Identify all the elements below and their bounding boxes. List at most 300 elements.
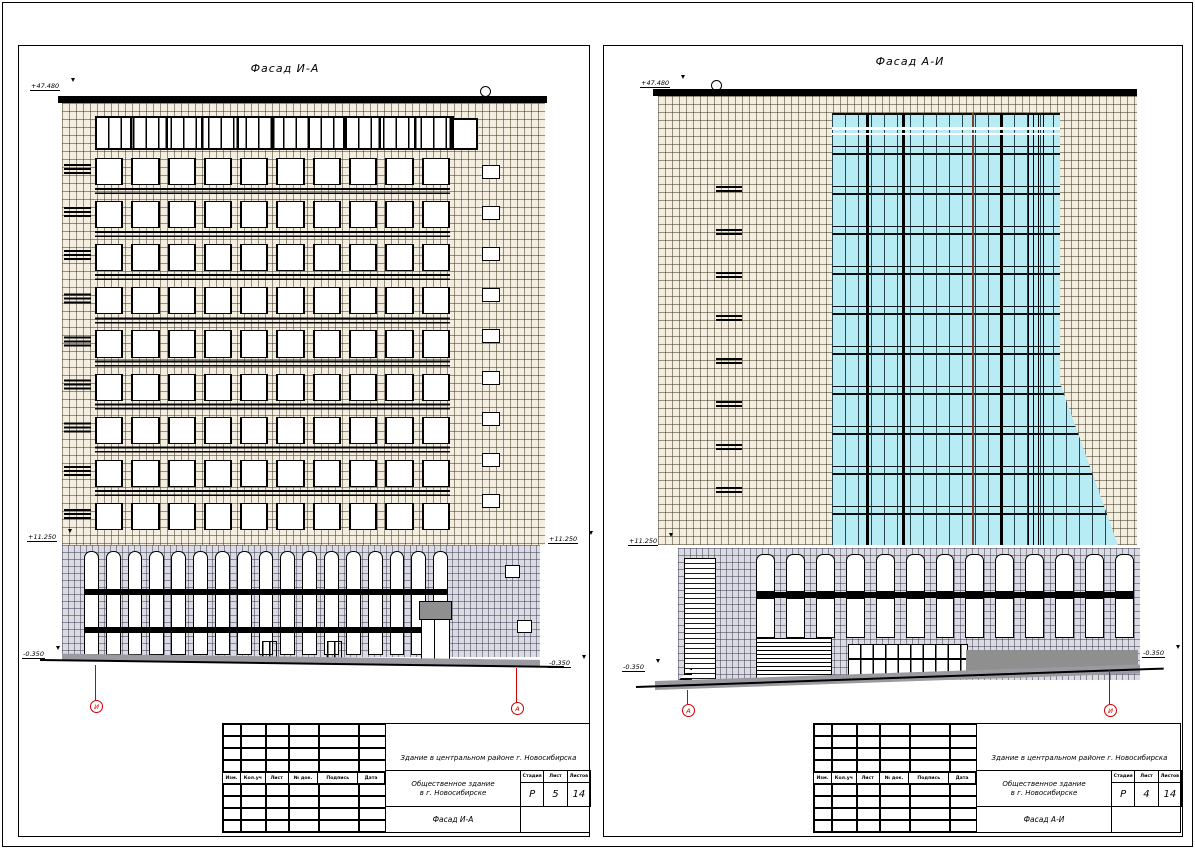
stamp-cell bbox=[857, 808, 880, 820]
stamp-cell bbox=[289, 724, 319, 736]
arched-window bbox=[193, 551, 208, 655]
window bbox=[313, 374, 341, 401]
window bbox=[349, 330, 377, 357]
axis-letter: И bbox=[1108, 706, 1113, 715]
arched-window bbox=[346, 551, 361, 655]
stamp-cell bbox=[223, 808, 241, 820]
stamp-cell bbox=[950, 748, 977, 760]
window bbox=[168, 417, 196, 444]
axis-marker bbox=[511, 702, 524, 715]
window bbox=[168, 158, 196, 185]
axis-marker bbox=[90, 700, 103, 713]
podium-window bbox=[1115, 598, 1134, 638]
window bbox=[276, 503, 304, 530]
arched-window bbox=[237, 551, 252, 655]
stamp-cell bbox=[266, 820, 289, 832]
col-izm: Изм. bbox=[223, 773, 241, 783]
stamp-cell bbox=[289, 784, 319, 796]
stamp-cell bbox=[832, 784, 857, 796]
podium-window bbox=[1055, 598, 1074, 638]
window bbox=[168, 201, 196, 228]
stamp-cell bbox=[223, 784, 241, 796]
mullion bbox=[1038, 113, 1039, 545]
window bbox=[276, 287, 304, 314]
sheet-value: 4 bbox=[1135, 783, 1158, 806]
window bbox=[422, 417, 450, 444]
arched-window bbox=[128, 551, 143, 655]
col-koluch: Кол.уч bbox=[241, 773, 266, 783]
window bbox=[95, 287, 123, 314]
window bbox=[313, 201, 341, 228]
window bbox=[131, 503, 159, 530]
stamp-cell bbox=[880, 736, 910, 748]
window bbox=[204, 503, 232, 530]
transom-band bbox=[832, 133, 1060, 135]
arched-window bbox=[1085, 554, 1104, 592]
small-window bbox=[482, 247, 500, 261]
axis-marker bbox=[1104, 704, 1117, 717]
window bbox=[240, 158, 268, 185]
window bbox=[349, 201, 377, 228]
window bbox=[349, 244, 377, 271]
window bbox=[385, 374, 413, 401]
window bbox=[95, 417, 123, 444]
window bbox=[276, 460, 304, 487]
revision-header bbox=[814, 772, 976, 784]
stamp-cell bbox=[319, 784, 359, 796]
object-name bbox=[977, 771, 1112, 806]
stamp-cell bbox=[880, 760, 910, 772]
stamp-cell bbox=[241, 820, 266, 832]
stamp-cell bbox=[832, 820, 857, 832]
stamp-cell bbox=[319, 796, 359, 808]
window bbox=[204, 417, 232, 444]
stamp-cell bbox=[910, 796, 950, 808]
window bbox=[95, 460, 123, 487]
stamp-cell bbox=[241, 796, 266, 808]
stamp-cell bbox=[880, 784, 910, 796]
axis-letter: А bbox=[686, 706, 691, 715]
stamp-cell bbox=[880, 796, 910, 808]
mullion bbox=[1000, 113, 1003, 545]
entrance-header bbox=[419, 601, 452, 620]
small-window-column bbox=[482, 160, 500, 530]
colonnade bbox=[84, 551, 448, 655]
window bbox=[385, 417, 413, 444]
arched-window bbox=[786, 554, 805, 592]
stamp-cell bbox=[814, 748, 832, 760]
stamp-cell bbox=[241, 748, 266, 760]
window bbox=[240, 201, 268, 228]
object-line2: в г. Новосибирске bbox=[1010, 788, 1078, 797]
window bbox=[168, 460, 196, 487]
elevation-mark: +11.250 bbox=[27, 534, 72, 542]
window bbox=[240, 244, 268, 271]
arched-window bbox=[215, 551, 230, 655]
stamp-cell bbox=[289, 796, 319, 808]
arched-window bbox=[876, 554, 895, 592]
parapet-band bbox=[58, 96, 547, 103]
window bbox=[349, 503, 377, 530]
small-window bbox=[482, 329, 500, 343]
window bbox=[168, 330, 196, 357]
entrance-door bbox=[421, 619, 450, 662]
spandrel-band-1 bbox=[84, 589, 448, 595]
corner-window bbox=[452, 118, 478, 150]
total-value: 14 bbox=[568, 783, 591, 806]
window bbox=[204, 201, 232, 228]
stamp-cell bbox=[814, 808, 832, 820]
arched-window bbox=[259, 551, 274, 655]
window bbox=[95, 158, 123, 185]
arched-window bbox=[1115, 554, 1134, 592]
window bbox=[131, 460, 159, 487]
arched-window bbox=[965, 554, 984, 592]
window bbox=[313, 330, 341, 357]
window bbox=[240, 460, 268, 487]
stamp-cell bbox=[857, 796, 880, 808]
podium-window-a bbox=[505, 565, 520, 578]
stamp-cell bbox=[910, 724, 950, 736]
podium-window bbox=[756, 598, 775, 638]
col-data: Дата bbox=[949, 773, 976, 783]
stamp-cell bbox=[241, 808, 266, 820]
total-value: 14 bbox=[1159, 783, 1182, 806]
total-label: Листов bbox=[1159, 771, 1182, 782]
axis-extension-line bbox=[516, 668, 517, 702]
stamp-cell bbox=[359, 736, 386, 748]
arched-window bbox=[846, 554, 865, 592]
window bbox=[422, 374, 450, 401]
axis-marker bbox=[682, 704, 695, 717]
axis-extension-line bbox=[95, 665, 96, 700]
window bbox=[422, 201, 450, 228]
stamp-cell bbox=[359, 748, 386, 760]
window bbox=[95, 374, 123, 401]
podium-window bbox=[936, 598, 955, 638]
window bbox=[276, 330, 304, 357]
elevation-mark: -0.350 bbox=[1142, 650, 1180, 658]
arched-window bbox=[816, 554, 835, 592]
object-name bbox=[386, 771, 521, 806]
window bbox=[349, 460, 377, 487]
window bbox=[240, 287, 268, 314]
arched-window bbox=[280, 551, 295, 655]
elevation-mark: +11.250 bbox=[628, 538, 673, 546]
stamp-cell bbox=[880, 808, 910, 820]
stage-value: Р bbox=[521, 783, 544, 806]
ribbon-window-band bbox=[95, 116, 454, 150]
stamp-cell bbox=[832, 724, 857, 736]
revision-table bbox=[814, 724, 977, 832]
window bbox=[240, 374, 268, 401]
small-window bbox=[482, 165, 500, 179]
window bbox=[385, 287, 413, 314]
window bbox=[168, 244, 196, 271]
arched-window bbox=[995, 554, 1014, 592]
stamp-cell bbox=[319, 748, 359, 760]
arched-window bbox=[1025, 554, 1044, 592]
title-block-right bbox=[813, 723, 1181, 833]
mullion bbox=[902, 113, 905, 545]
stamp-cell bbox=[319, 808, 359, 820]
louver-gate bbox=[756, 638, 832, 680]
window bbox=[422, 330, 450, 357]
parapet-band bbox=[653, 89, 1137, 96]
stamp-cell bbox=[832, 736, 857, 748]
stamp-cell bbox=[241, 760, 266, 772]
podium-window bbox=[786, 598, 805, 638]
doc-title: Фасад А-И bbox=[977, 807, 1112, 832]
window bbox=[313, 244, 341, 271]
project-name: Здание в центральном районе г. Новосибирска bbox=[977, 724, 1182, 771]
window bbox=[385, 201, 413, 228]
small-window bbox=[482, 453, 500, 467]
window bbox=[349, 417, 377, 444]
stamp-cell bbox=[950, 796, 977, 808]
window bbox=[131, 158, 159, 185]
small-window bbox=[482, 494, 500, 508]
elevation-mark: -0.350 bbox=[622, 664, 660, 672]
col-list: Лист bbox=[266, 773, 289, 783]
mullion bbox=[866, 113, 869, 545]
stamp-cell bbox=[223, 820, 241, 832]
stage-label: Стадия bbox=[521, 771, 544, 782]
mullion bbox=[1043, 113, 1044, 545]
podium-window bbox=[876, 598, 895, 638]
window bbox=[204, 287, 232, 314]
window bbox=[204, 374, 232, 401]
window bbox=[385, 330, 413, 357]
stamp-cell bbox=[910, 784, 950, 796]
stamp-cell bbox=[319, 760, 359, 772]
stamp-cell bbox=[832, 796, 857, 808]
stamp-cell bbox=[289, 748, 319, 760]
stamp-cell bbox=[266, 760, 289, 772]
window bbox=[276, 374, 304, 401]
stamp-cell bbox=[910, 736, 950, 748]
arched-window bbox=[756, 554, 775, 592]
total-label: Листов bbox=[568, 771, 591, 782]
axis-extension-line bbox=[687, 690, 688, 704]
small-window bbox=[482, 412, 500, 426]
podium-window bbox=[846, 598, 865, 638]
stamp-cell bbox=[266, 784, 289, 796]
window bbox=[131, 417, 159, 444]
doc-title: Фасад И-А bbox=[386, 807, 521, 832]
stamp-cell bbox=[857, 724, 880, 736]
arched-window bbox=[84, 551, 99, 655]
sheet-label: Лист bbox=[544, 771, 567, 782]
stamp-cell bbox=[289, 820, 319, 832]
window bbox=[313, 503, 341, 530]
stamp-cell bbox=[950, 760, 977, 772]
stamp-cell bbox=[950, 808, 977, 820]
stamp-cell bbox=[857, 784, 880, 796]
stamp-cell bbox=[857, 736, 880, 748]
roof-hook-icon bbox=[480, 86, 491, 97]
arched-window bbox=[171, 551, 186, 655]
podium-window bbox=[816, 598, 835, 638]
spandrel-band-2 bbox=[84, 627, 448, 633]
window bbox=[204, 330, 232, 357]
arched-window bbox=[368, 551, 383, 655]
object-line2: в г. Новосибирске bbox=[419, 788, 487, 797]
stamp-cell bbox=[880, 724, 910, 736]
col-ndok: № док. bbox=[880, 773, 910, 783]
stamp-cell bbox=[910, 760, 950, 772]
window bbox=[168, 287, 196, 314]
window bbox=[385, 158, 413, 185]
window bbox=[131, 201, 159, 228]
arched-window bbox=[1055, 554, 1074, 592]
stamp-cell bbox=[266, 748, 289, 760]
stamp-cell bbox=[832, 760, 857, 772]
window-grid bbox=[95, 158, 450, 530]
podium-window-b bbox=[517, 620, 532, 633]
stamp-cell bbox=[289, 808, 319, 820]
stamp-cell bbox=[814, 736, 832, 748]
window bbox=[168, 374, 196, 401]
stamp-cell bbox=[223, 760, 241, 772]
window bbox=[276, 417, 304, 444]
stamp-cell bbox=[832, 808, 857, 820]
roof-hook-icon bbox=[711, 80, 722, 91]
stamp-cell bbox=[223, 724, 241, 736]
stamp-cell bbox=[266, 736, 289, 748]
stamp-cell bbox=[223, 796, 241, 808]
sheet-label: Лист bbox=[1135, 771, 1158, 782]
small-window bbox=[482, 288, 500, 302]
podium-window bbox=[965, 598, 984, 638]
window bbox=[276, 158, 304, 185]
window bbox=[276, 201, 304, 228]
balcony-strip bbox=[64, 158, 91, 530]
stamp-cell bbox=[289, 760, 319, 772]
stamp-cell bbox=[319, 724, 359, 736]
window bbox=[131, 374, 159, 401]
revision-header bbox=[223, 772, 385, 784]
colonnade bbox=[756, 554, 1134, 592]
stamp-cell bbox=[359, 760, 386, 772]
small-window bbox=[482, 371, 500, 385]
stamp-cell bbox=[814, 760, 832, 772]
window bbox=[240, 417, 268, 444]
stamp-cell bbox=[266, 808, 289, 820]
axis-letter: А bbox=[515, 704, 520, 713]
window bbox=[422, 503, 450, 530]
stamp-cell bbox=[857, 748, 880, 760]
arched-window bbox=[390, 551, 405, 655]
stamp-cell bbox=[241, 736, 266, 748]
arched-window bbox=[302, 551, 317, 655]
window bbox=[240, 330, 268, 357]
object-line1: Общественное здание bbox=[411, 779, 495, 788]
podium-window-row bbox=[756, 598, 1134, 638]
drawing-title-right: Фасад А-И bbox=[875, 55, 945, 68]
podium-window bbox=[995, 598, 1014, 638]
window bbox=[422, 158, 450, 185]
arched-window bbox=[149, 551, 164, 655]
window bbox=[422, 244, 450, 271]
col-podpis: Подпись bbox=[909, 773, 949, 783]
project-name: Здание в центральном районе г. Новосибирска bbox=[386, 724, 591, 771]
elevation-mark: +47.480 bbox=[30, 83, 75, 91]
col-koluch: Кол.уч bbox=[832, 773, 857, 783]
mullion bbox=[1033, 113, 1034, 545]
window bbox=[349, 287, 377, 314]
stamp-cell bbox=[910, 820, 950, 832]
window bbox=[95, 503, 123, 530]
object-line1: Общественное здание bbox=[1002, 779, 1086, 788]
stamp-cell bbox=[814, 796, 832, 808]
window bbox=[422, 287, 450, 314]
arched-window bbox=[936, 554, 955, 592]
window bbox=[240, 503, 268, 530]
window bbox=[204, 158, 232, 185]
stamp-cell bbox=[814, 820, 832, 832]
stamp-cell bbox=[857, 820, 880, 832]
elevation-mark: +47.480 bbox=[640, 80, 685, 88]
revision-table bbox=[223, 724, 386, 832]
window bbox=[276, 244, 304, 271]
col-data: Дата bbox=[358, 773, 385, 783]
sheet-value: 5 bbox=[544, 783, 567, 806]
col-list: Лист bbox=[857, 773, 880, 783]
stamp-cell bbox=[359, 820, 386, 832]
stamp-cell bbox=[289, 736, 319, 748]
podium-window bbox=[1085, 598, 1104, 638]
small-window bbox=[482, 206, 500, 220]
window bbox=[422, 460, 450, 487]
stamp-cell bbox=[241, 784, 266, 796]
drawing-title-left: Фасад И-А bbox=[250, 62, 320, 75]
window bbox=[95, 201, 123, 228]
elevation-mark: +11.250 bbox=[548, 536, 593, 544]
arched-window bbox=[906, 554, 925, 592]
window bbox=[349, 158, 377, 185]
stamp-cell bbox=[857, 760, 880, 772]
stage-value: Р bbox=[1112, 783, 1135, 806]
stamp-cell bbox=[832, 748, 857, 760]
stamp-cell bbox=[814, 724, 832, 736]
stamp-cell bbox=[814, 784, 832, 796]
window bbox=[131, 244, 159, 271]
stamp-cell bbox=[319, 736, 359, 748]
window bbox=[131, 330, 159, 357]
stamp-cell bbox=[241, 724, 266, 736]
window bbox=[313, 287, 341, 314]
podium-window bbox=[1025, 598, 1044, 638]
window bbox=[95, 330, 123, 357]
stamp-cell bbox=[319, 820, 359, 832]
stamp-cell bbox=[910, 808, 950, 820]
stage-label: Стадия bbox=[1112, 771, 1135, 782]
window bbox=[204, 244, 232, 271]
col-ndok: № док. bbox=[289, 773, 319, 783]
stamp-cell bbox=[359, 808, 386, 820]
stamp-cell bbox=[950, 784, 977, 796]
balcony-ladder-strip bbox=[716, 168, 742, 520]
stamp-cell bbox=[880, 748, 910, 760]
window bbox=[385, 244, 413, 271]
window bbox=[204, 460, 232, 487]
stamp-cell bbox=[910, 748, 950, 760]
stamp-cell bbox=[223, 736, 241, 748]
stamp-cell bbox=[950, 736, 977, 748]
stamp-cell bbox=[266, 724, 289, 736]
stair-tower bbox=[684, 558, 716, 684]
